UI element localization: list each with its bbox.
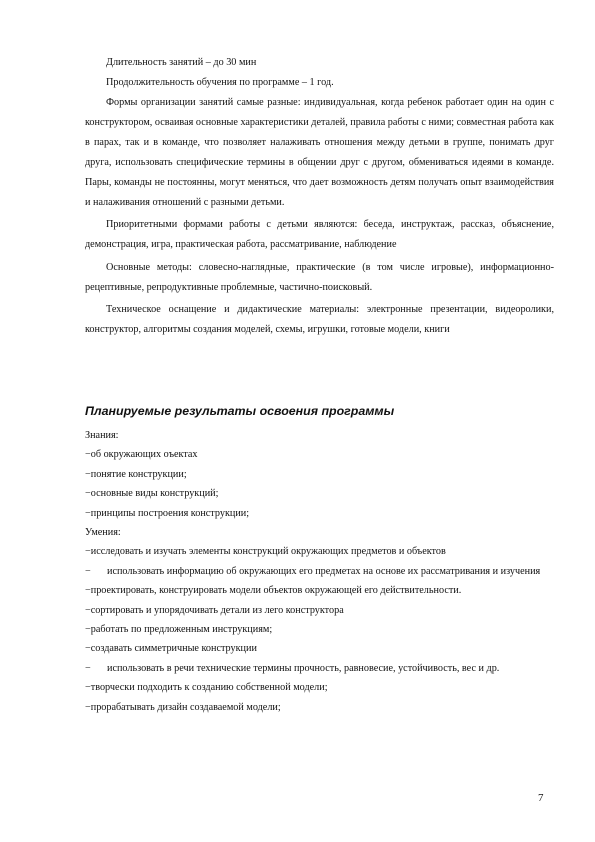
skill-item: −творчески подходить к созданию собственной модели; bbox=[85, 682, 328, 694]
methods-paragraph: Основные методы: словесно-наглядные, практические (в том числе игровые), информационно-рецептивные, репродуктивные проблемные, частично-поисковый. bbox=[85, 262, 554, 293]
list-dash: − bbox=[85, 662, 91, 674]
knowledge-item: −об окружающих оъектах bbox=[85, 449, 198, 461]
list-dash: − bbox=[85, 565, 91, 577]
skill-item bbox=[85, 659, 554, 678]
skill-item: −проектировать, конструировать модели объектов окружающей его действительности. bbox=[85, 585, 462, 597]
forms-paragraph: Формы организации занятий самые разные: индивидуальная, когда ребенок работает один на один с конструктором, осваивая основные характеристики деталей, правила работы с ними; совместная работа как в парах, так и в команде, что позволяет налаживать отношения между детьми в группе, понимать друг друга, использовать специфические термины в общении друг с другом, обмениваться идеями в команде. Пары, команды не постоянны, могут меняться, что дает возможность детям получать опыт взаимодействия и налаживания отношений с разными детьми. bbox=[85, 97, 554, 208]
program-length-line: Продолжительность обучения по программе – 1 год. bbox=[106, 77, 334, 88]
skill-item: −прорабатывать дизайн создаваемой модели; bbox=[85, 701, 281, 713]
equipment-paragraph: Техническое оснащение и дидактические материалы: электронные презентации, видеоролики, конструктор, алгоритмы создания моделей, схемы, игрушки, готовые модели, книги bbox=[85, 304, 554, 335]
duration-line: Длительность занятий – до 30 мин bbox=[106, 57, 257, 68]
skill-item: −исследовать и изучать элементы конструкций окружающих предметов и объектов bbox=[85, 546, 446, 558]
intro-text bbox=[85, 53, 554, 340]
knowledge-item: −основные виды конструкций; bbox=[85, 488, 219, 500]
skill-item: −работать по предложенным инструкциям; bbox=[85, 624, 273, 636]
skill-item: −создавать симметричные конструкции bbox=[85, 643, 257, 655]
results-list bbox=[85, 426, 554, 717]
skill-item-text: использовать в речи технические термины прочность, равновесие, устойчивость, вес и др. bbox=[107, 662, 500, 674]
skill-item: −сортировать и упорядочивать детали из лего конструктора bbox=[85, 604, 344, 616]
skills-label: Умения: bbox=[85, 527, 121, 539]
section-heading: Планируемые результаты освоения программы bbox=[85, 404, 395, 418]
knowledge-label: Знания: bbox=[85, 430, 119, 441]
knowledge-item: −принципы построения конструкции; bbox=[85, 507, 250, 519]
page-number: 7 bbox=[538, 792, 544, 804]
skill-item-text: использовать информацию об окружающих его предметах на основе их рассматривания и изучения bbox=[107, 565, 541, 577]
skill-item bbox=[85, 562, 554, 581]
knowledge-item: −понятие конструкции; bbox=[85, 468, 187, 480]
priority-forms-paragraph: Приоритетными формами работы с детьми являются: беседа, инструктаж, рассказ, объяснение, демонстрация, игра, практическая работа, рассматривание, наблюдение bbox=[85, 219, 554, 250]
